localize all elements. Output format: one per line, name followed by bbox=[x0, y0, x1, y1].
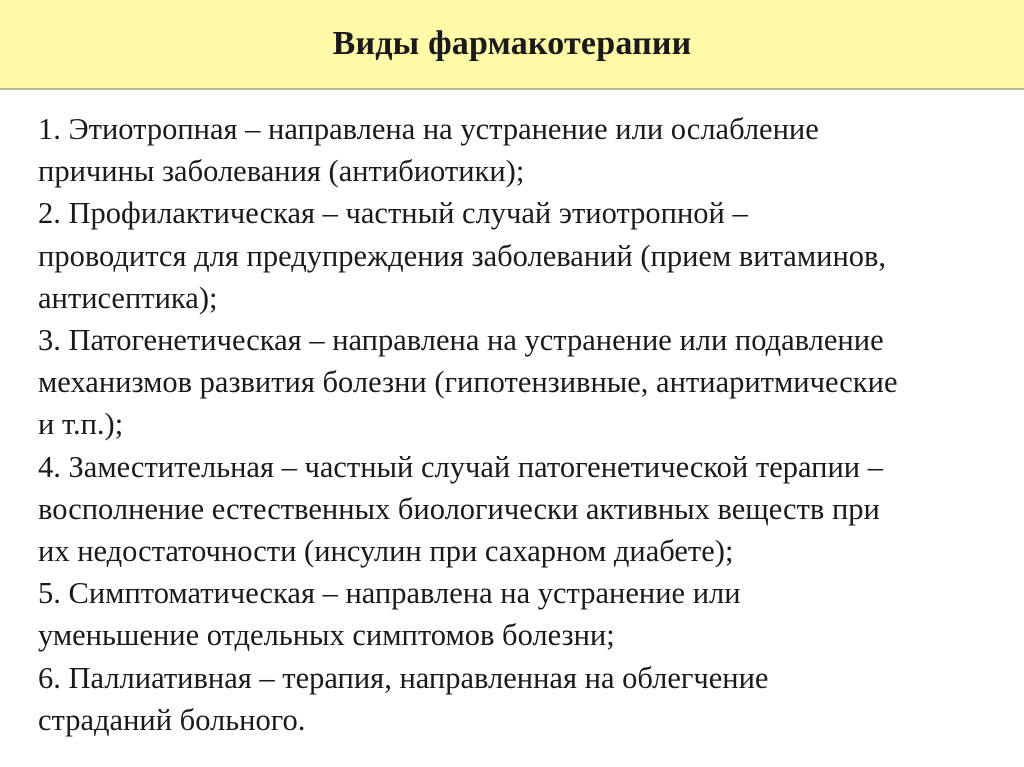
body-line: проводится для предупреждения заболеваний (прием витаминов, bbox=[38, 238, 887, 273]
body-line: механизмов развития болезни (гипотензивные, антиаритмические bbox=[38, 365, 898, 400]
body-line: 3. Патогенетическая – направлена на устранение или подавление bbox=[38, 323, 884, 358]
body-line: их недостаточности (инсулин при сахарном диабете); bbox=[38, 534, 734, 569]
body-line: уменьшение отдельных симптомов болезни; bbox=[38, 618, 615, 653]
body-line: 5. Симптоматическая – направлена на устранение или bbox=[38, 576, 741, 611]
body-line: страданий больного. bbox=[38, 702, 306, 737]
body-line: и т.п.); bbox=[38, 407, 124, 442]
slide-body bbox=[38, 108, 1010, 741]
body-line: 6. Паллиативная – терапия, направленная на облегчение bbox=[38, 660, 769, 695]
body-line: 4. Заместительная – частный случай патогенетической терапии – bbox=[38, 449, 883, 484]
body-line: 1. Этиотропная – направлена на устранение или ослабление bbox=[38, 112, 819, 146]
slide-title: Виды фармакотерапии bbox=[332, 25, 692, 62]
body-line: 2. Профилактическая – частный случай этиотропной – bbox=[38, 196, 748, 231]
body-line: антисептика); bbox=[38, 280, 218, 315]
body-line: причины заболевания (антибиотики); bbox=[38, 154, 525, 189]
title-bar bbox=[0, 0, 1024, 90]
body-line: восполнение естественных биологически активных веществ при bbox=[38, 491, 880, 526]
